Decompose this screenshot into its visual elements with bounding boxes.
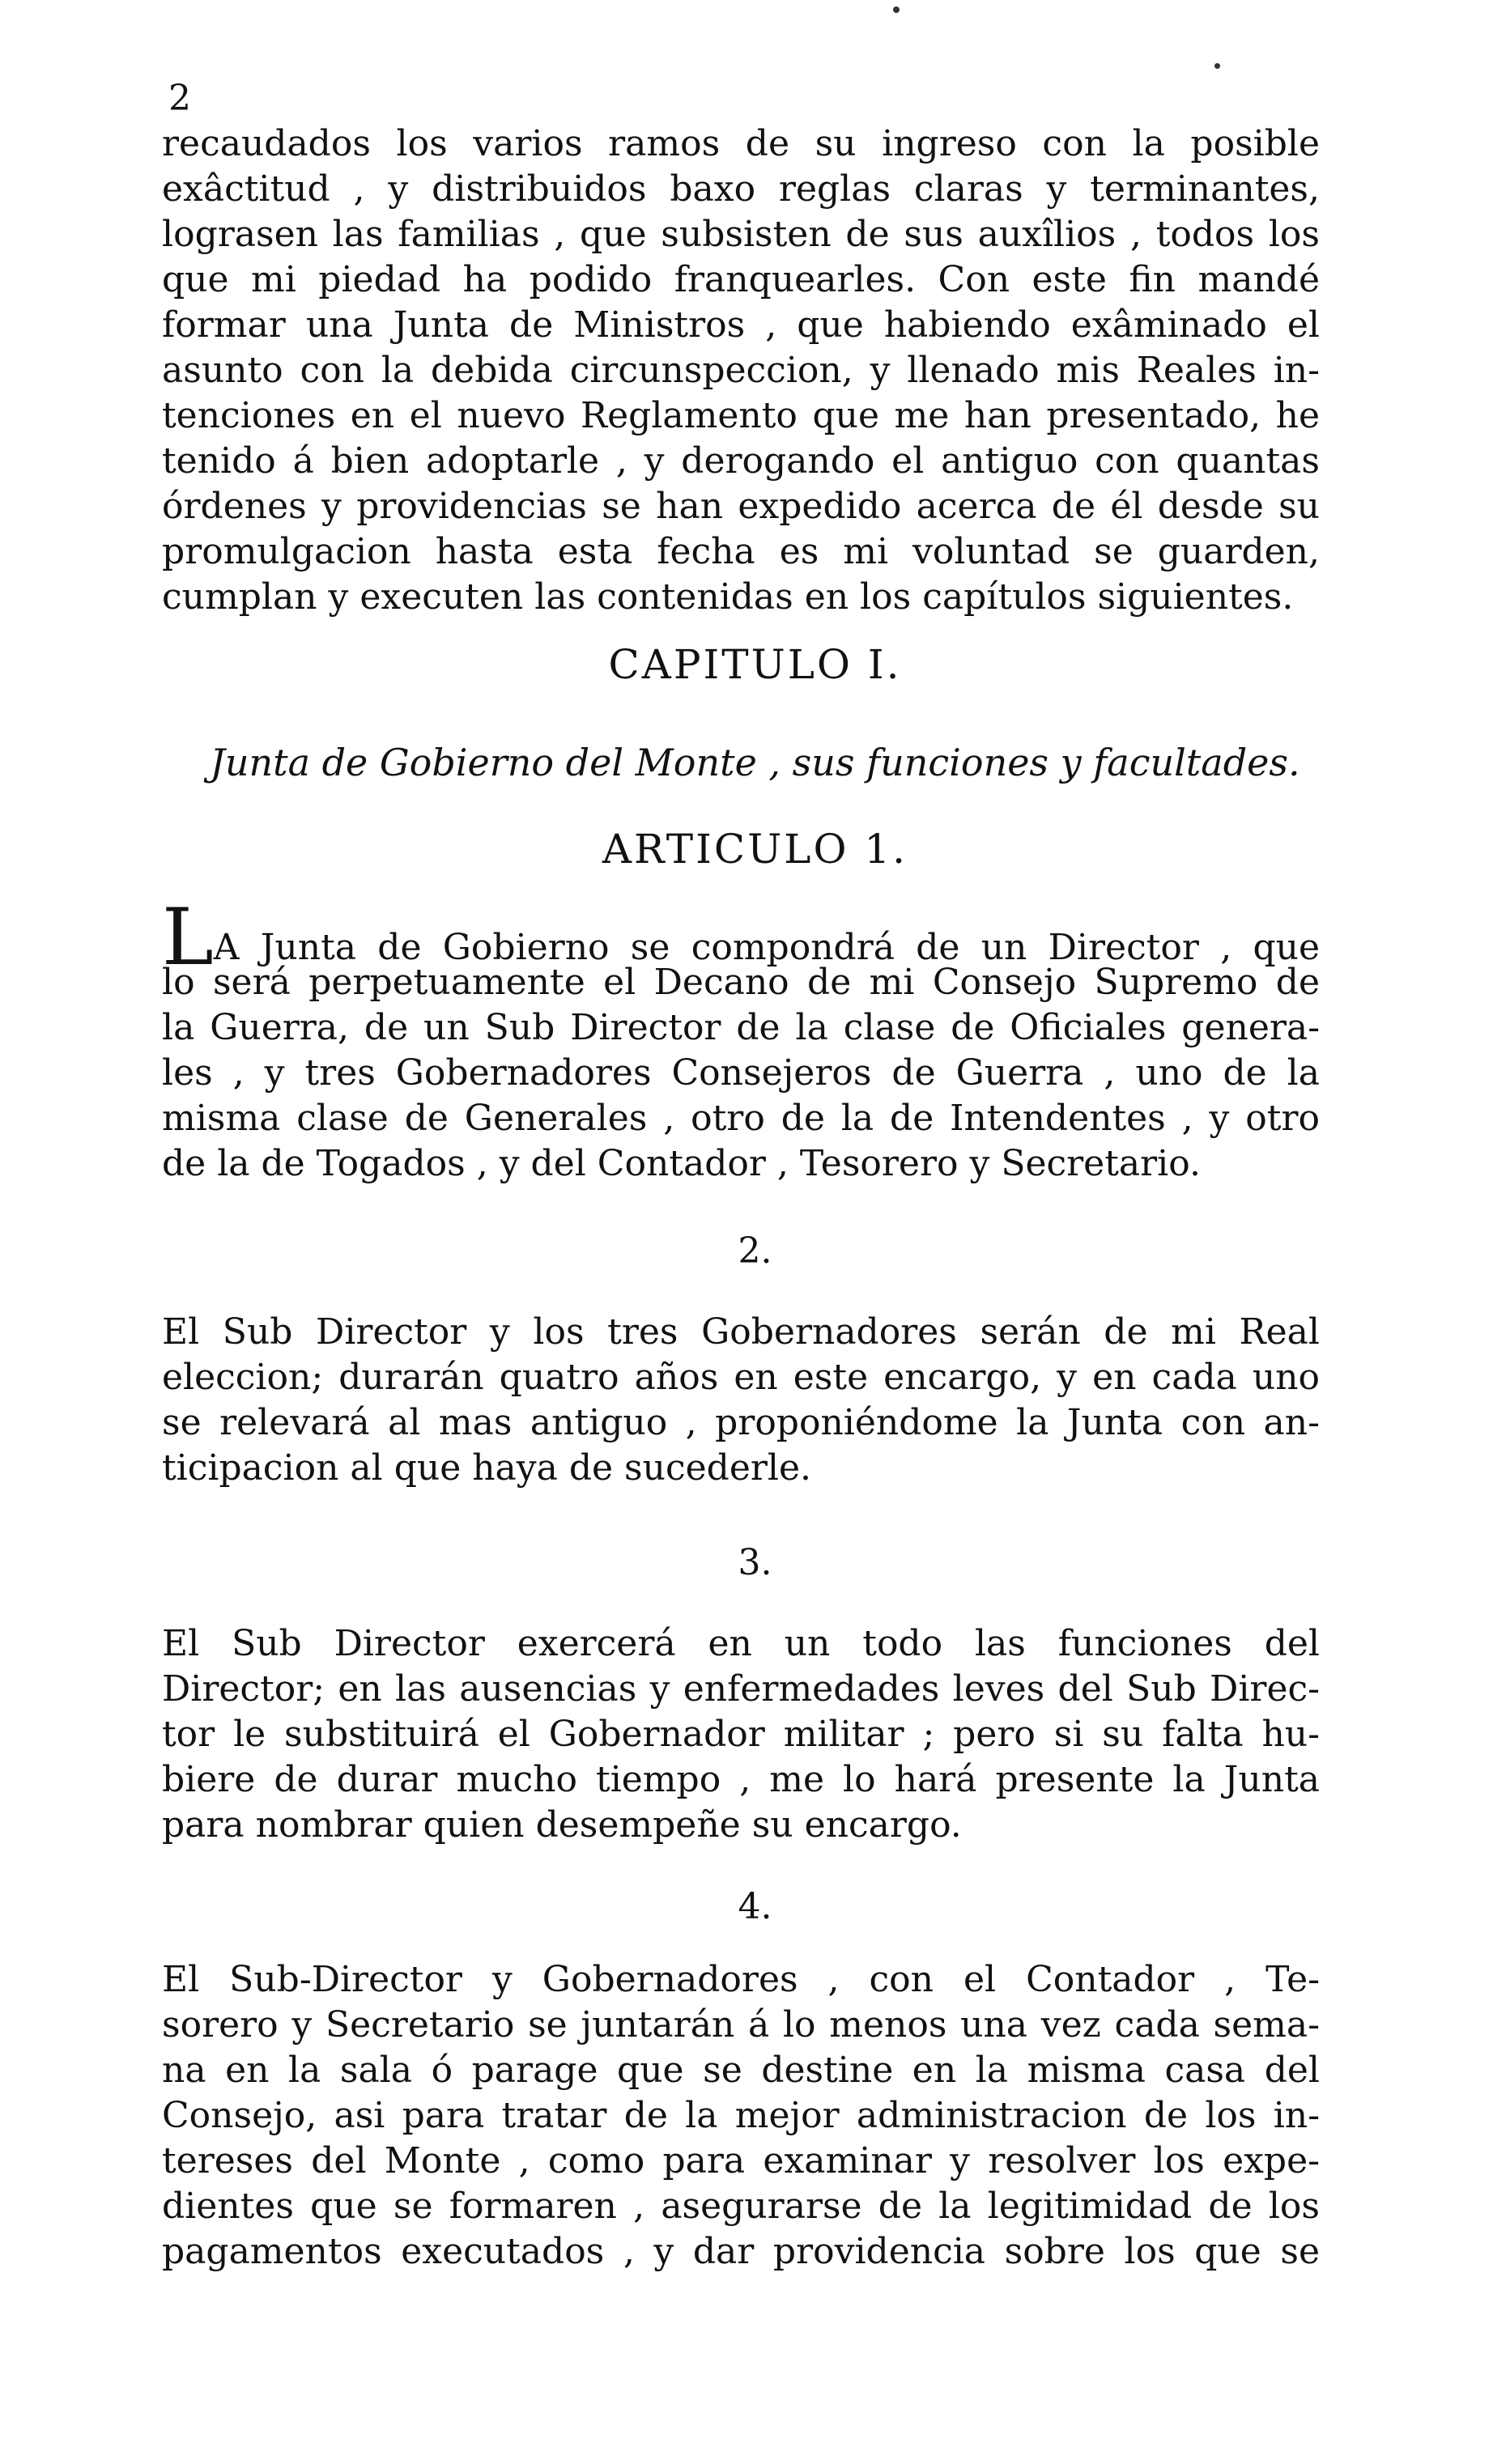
text-line: tenido á bien adoptarle , y derogando el antiguo con quantas xyxy=(162,440,1320,482)
text-line: Consejo, asi para tratar de la mejor administracion de los in- xyxy=(162,2095,1320,2136)
text-line: se relevará al mas antiguo , proponiéndome la Junta con an- xyxy=(162,1402,1320,1443)
text-line: cumplan y executen las contenidas en los capítulos siguientes. xyxy=(162,576,1294,618)
text-line: eleccion; durarán quatro años en este encargo, y en cada uno xyxy=(162,1357,1320,1398)
text-line: lograsen las familias , que subsisten de sus auxîlios , todos los xyxy=(162,214,1320,255)
article-1-paragraph xyxy=(162,892,1320,1187)
article-title: ARTICULO 1. xyxy=(602,826,908,873)
text-line: tenciones en el nuevo Reglamento que me han presentado, he xyxy=(162,395,1320,436)
text-line: promulgacion hasta esta fecha es mi voluntad se guarden, xyxy=(162,531,1320,572)
article-3-number: 3. xyxy=(738,1542,772,1583)
text-line: misma clase de Generales , otro de la de Intendentes , y otro xyxy=(162,1098,1320,1139)
text-line: formar una Junta de Ministros , que habiendo exâminado el xyxy=(162,304,1320,346)
text-line: la Guerra, de un Sub Director de la clase de Oficiales genera- xyxy=(162,1007,1320,1048)
text-line: pagamentos executados , y dar providencia sobre los que se xyxy=(162,2231,1320,2272)
chapter-title: CAPITULO I. xyxy=(608,641,902,688)
text-line: El Sub-Director y Gobernadores , con el Contador , Te- xyxy=(162,1959,1320,2000)
article-4-number: 4. xyxy=(738,1886,772,1927)
text-line: para nombrar quien desempeñe su encargo. xyxy=(162,1804,962,1846)
text-line: Director; en las ausencias y enfermedades leves del Sub Direc- xyxy=(162,1668,1320,1710)
article-4-paragraph xyxy=(162,1957,1320,2275)
chapter-subtitle: Junta de Gobierno del Monte , sus funciones y facultades. xyxy=(210,741,1300,784)
text-line: El Sub Director y los tres Gobernadores serán de mi Real xyxy=(162,1311,1320,1353)
text-line: na en la sala ó parage que se destine en la misma casa del xyxy=(162,2050,1320,2091)
text-line: asunto con la debida circunspeccion, y llenado mis Reales in- xyxy=(162,350,1320,391)
text-line: tereses del Monte , como para examinar y resolver los expe- xyxy=(162,2140,1320,2181)
article-2-paragraph xyxy=(162,1310,1320,1491)
text-line: El Sub Director exercerá en un todo las funciones del xyxy=(162,1623,1320,1664)
ink-speck xyxy=(1214,63,1220,69)
ink-speck xyxy=(893,6,900,13)
text-line: de la de Togados , y del Contador , Tesorero y Secretario. xyxy=(162,1143,1201,1184)
text-line: órdenes y providencias se han expedido acerca de él desde su xyxy=(162,486,1320,527)
intro-paragraph xyxy=(162,121,1320,620)
drop-cap: L xyxy=(162,892,214,983)
page-number: 2 xyxy=(168,78,191,119)
article-3-paragraph xyxy=(162,1621,1320,1848)
text-line: biere de durar mucho tiempo , me lo hará presente la Junta xyxy=(162,1759,1320,1800)
text-line: dientes que se formaren , asegurarse de la legitimidad de los xyxy=(162,2186,1320,2227)
text-line: les , y tres Gobernadores Consejeros de Guerra , uno de la xyxy=(162,1052,1320,1094)
text-line: ticipacion al que haya de sucederle. xyxy=(162,1447,811,1489)
text-line-rest: A Junta de Gobierno se compondrá de un Director , que xyxy=(213,927,1320,968)
text-line: que mi piedad ha podido franquearles. Con este fin mandé xyxy=(162,259,1320,300)
text-line: exâctitud , y distribuidos baxo reglas claras y terminantes, xyxy=(162,168,1320,210)
article-2-number: 2. xyxy=(738,1230,772,1272)
text-line: recaudados los varios ramos de su ingreso con la posible xyxy=(162,123,1320,164)
text-line: lo será perpetuamente el Decano de mi Consejo Supremo de xyxy=(162,962,1320,1003)
text-line: tor le substituirá el Gobernador militar ; pero si su falta hu- xyxy=(162,1714,1320,1755)
text-line: sorero y Secretario se juntarán á lo menos una vez cada sema- xyxy=(162,2004,1320,2046)
